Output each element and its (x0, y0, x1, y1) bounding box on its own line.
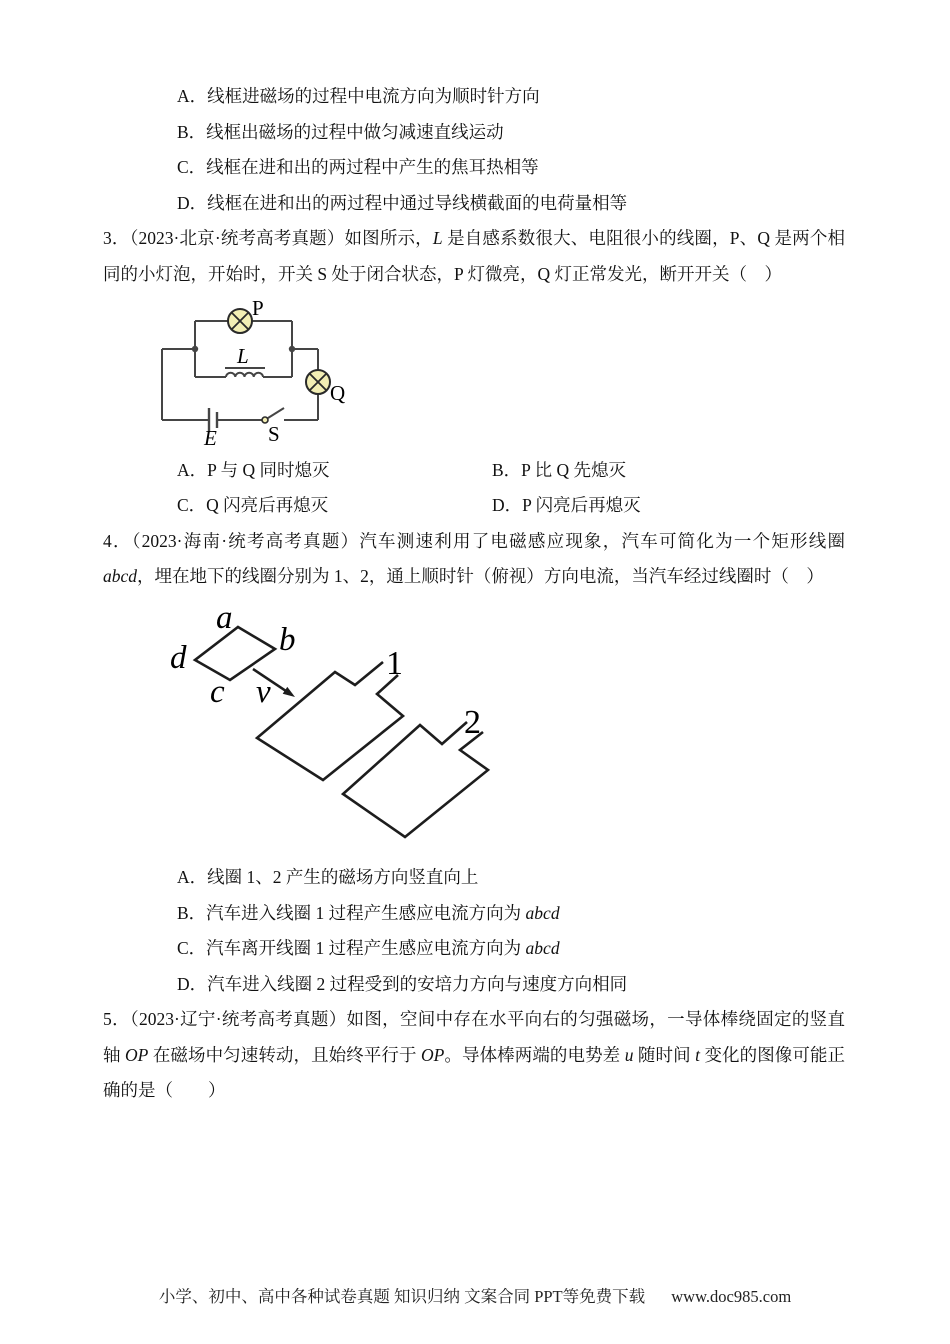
q2-option-d: D．线框在进和出的两过程中通过导线横截面的电荷量相等 (177, 192, 628, 213)
q3-circuit-figure (103, 298, 845, 448)
label-battery-e: E (204, 426, 217, 448)
q3-option-c: C．Q 闪亮后再熄灭 (177, 495, 329, 515)
label-corner-c: c (210, 673, 225, 710)
wire-left-outer (162, 349, 209, 420)
footer-site-url: www.doc985.com (671, 1287, 792, 1306)
label-switch-s: S (268, 422, 280, 446)
coils-diagram (160, 602, 505, 847)
q3-options-row-1 (103, 453, 845, 489)
label-corner-d: d (170, 639, 187, 676)
q3-options-row-2 (103, 488, 845, 524)
junction-node-left (192, 346, 198, 352)
q3-stem: 3．（2023·北京·统考高考真题）如图所示，L 是自感系数很大、电阻很小的线圈，P、Q 是两个相同的小灯泡，开始时，开关 S 处于闭合状态，P 灯微亮，Q 灯正常发光，断开开关（ ） (103, 228, 846, 284)
label-corner-a: a (216, 601, 233, 636)
circuit-diagram (158, 298, 418, 448)
page-footer (0, 1283, 950, 1307)
coil-loop-1 (257, 662, 403, 780)
switch-lever (268, 408, 284, 418)
q4-option-b: B．汽车进入线圈 1 过程产生感应电流方向为 abcd (177, 902, 560, 923)
label-lamp-p: P (252, 298, 264, 320)
lamp-q (306, 370, 330, 394)
q4-stem: 4．（2023·海南·统考高考真题）汽车测速利用了电磁感应现象，汽车可简化为一个矩形线圈 abcd，埋在地下的线圈分别为 1、2，通上顺时针（俯视）方向电流，当汽车经过线圈时（ ） (103, 530, 845, 586)
q5-stem: 5．（2023·辽宁·统考高考真题）如图，空间中存在水平向右的匀强磁场，一导体棒绕固定的竖直轴 OP 在磁场中匀速转动，且始终平行于 OP。导体棒两端的电势差 u 随时间 t 变化的图像可能正确的是（ ） (103, 1009, 846, 1100)
label-velocity-v: v (256, 673, 271, 710)
q3-option-b: B．P 比 Q 先熄灭 (492, 459, 627, 480)
label-lamp-q: Q (330, 381, 346, 405)
q4-coils-figure (103, 602, 845, 847)
label-corner-b: b (279, 621, 296, 658)
lamp-p (228, 309, 252, 333)
car-loop-abcd (195, 627, 275, 680)
q4-option-a: A．线圈 1、2 产生的磁场方向竖直向上 (177, 867, 479, 887)
q4-option-c: C．汽车离开线圈 1 过程产生感应电流方向为 abcd (177, 938, 560, 958)
coils-lines (195, 627, 488, 837)
junction-node-right (289, 346, 295, 352)
inductor-coil (226, 373, 263, 377)
q2-option-b: B．线框出磁场的过程中做匀减速直线运动 (177, 121, 504, 142)
q2-option-c: C．线框在进和出的两过程中产生的焦耳热相等 (177, 157, 539, 177)
footer-text: 小学、初中、高中各种试卷真题 知识归纳 文案合同 PPT等免费下载 (158, 1287, 646, 1306)
q3-option-d: D．P 闪亮后再熄灭 (492, 495, 641, 515)
label-inductor-l: L (237, 344, 249, 368)
label-coil-1: 1 (386, 644, 403, 682)
q2-option-a: A．线框进磁场的过程中电流方向为顺时针方向 (177, 86, 540, 106)
q3-option-a: A．P 与 Q 同时熄灭 (177, 459, 330, 480)
q4-option-d: D．汽车进入线圈 2 过程受到的安培力方向与速度方向相同 (177, 973, 628, 994)
label-coil-2: 2 (464, 703, 481, 741)
circuit-wires (162, 321, 318, 432)
velocity-arrow-head (283, 686, 295, 696)
